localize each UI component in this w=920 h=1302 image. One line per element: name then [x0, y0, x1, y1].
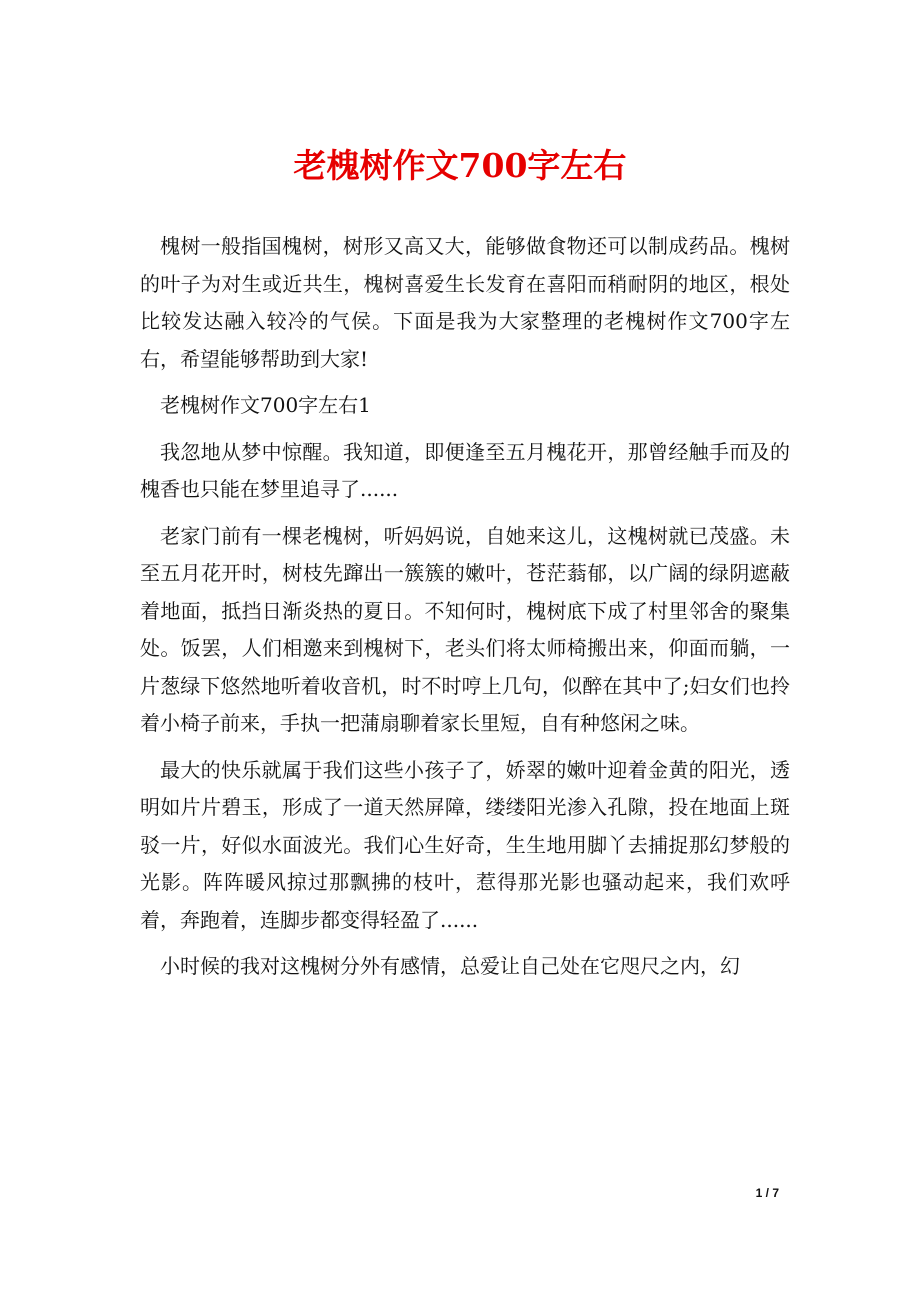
section-heading: 老槐树作文700字左右1	[160, 393, 371, 417]
paragraph-children: 最大的快乐就属于我们这些小孩子了，娇翠的嫩叶迎着金黄的阳光，透明如片片碧玉，形成了一道天然屏障，缕缕阳光渗入孔隙，投在地面上斑驳一片，好似水面波光。我们心生好奇，生生地用脚丫去捕捉那幻梦般的光影。阵阵暖风掠过那飘拂的枝叶，惹得那光影也骚动起来，我们欢呼着，奔跑着，连脚步都变得轻盈了......	[140, 757, 790, 932]
paragraph-intro: 槐树一般指国槐树，树形又高又大，能够做食物还可以制成药品。槐树的叶子为对生或近共生，槐树喜爱生长发育在喜阳而稍耐阴的地区，根处比较发达融入较冷的气侯。下面是我为大家整理的老槐树作文700字左右，希望能够帮助到大家!	[140, 234, 790, 371]
page-number: 1 / 7	[755, 1186, 779, 1200]
paragraph-dream: 我忽地从梦中惊醒。我知道，即便逢至五月槐花开，那曾经触手而及的槐香也只能在梦里追寻了......	[140, 439, 790, 501]
paragraph-old-tree: 老家门前有一棵老槐树，听妈妈说，自她来这儿，这槐树就已茂盛。未至五月花开时，树枝先蹿出一簇簇的嫩叶，苍茫蓊郁，以广阔的绿阴遮蔽着地面，抵挡日渐炎热的夏日。不知何时，槐树底下成了村里邻舍的聚集处。饭罢，人们相邀来到槐树下，老头们将太师椅搬出来，仰面而躺，一片葱绿下悠然地听着收音机，时不时哼上几句，似醉在其中了;妇女们也拎着小椅子前来，手执一把蒲扇聊着家长里短，自有种悠闲之味。	[140, 523, 790, 735]
document-body	[140, 228, 790, 986]
paragraph-childhood: 小时候的我对这槐树分外有感情，总爱让自己处在它咫尺之内，幻	[160, 954, 740, 978]
document-title: 老槐树作文700字左右	[293, 146, 627, 185]
